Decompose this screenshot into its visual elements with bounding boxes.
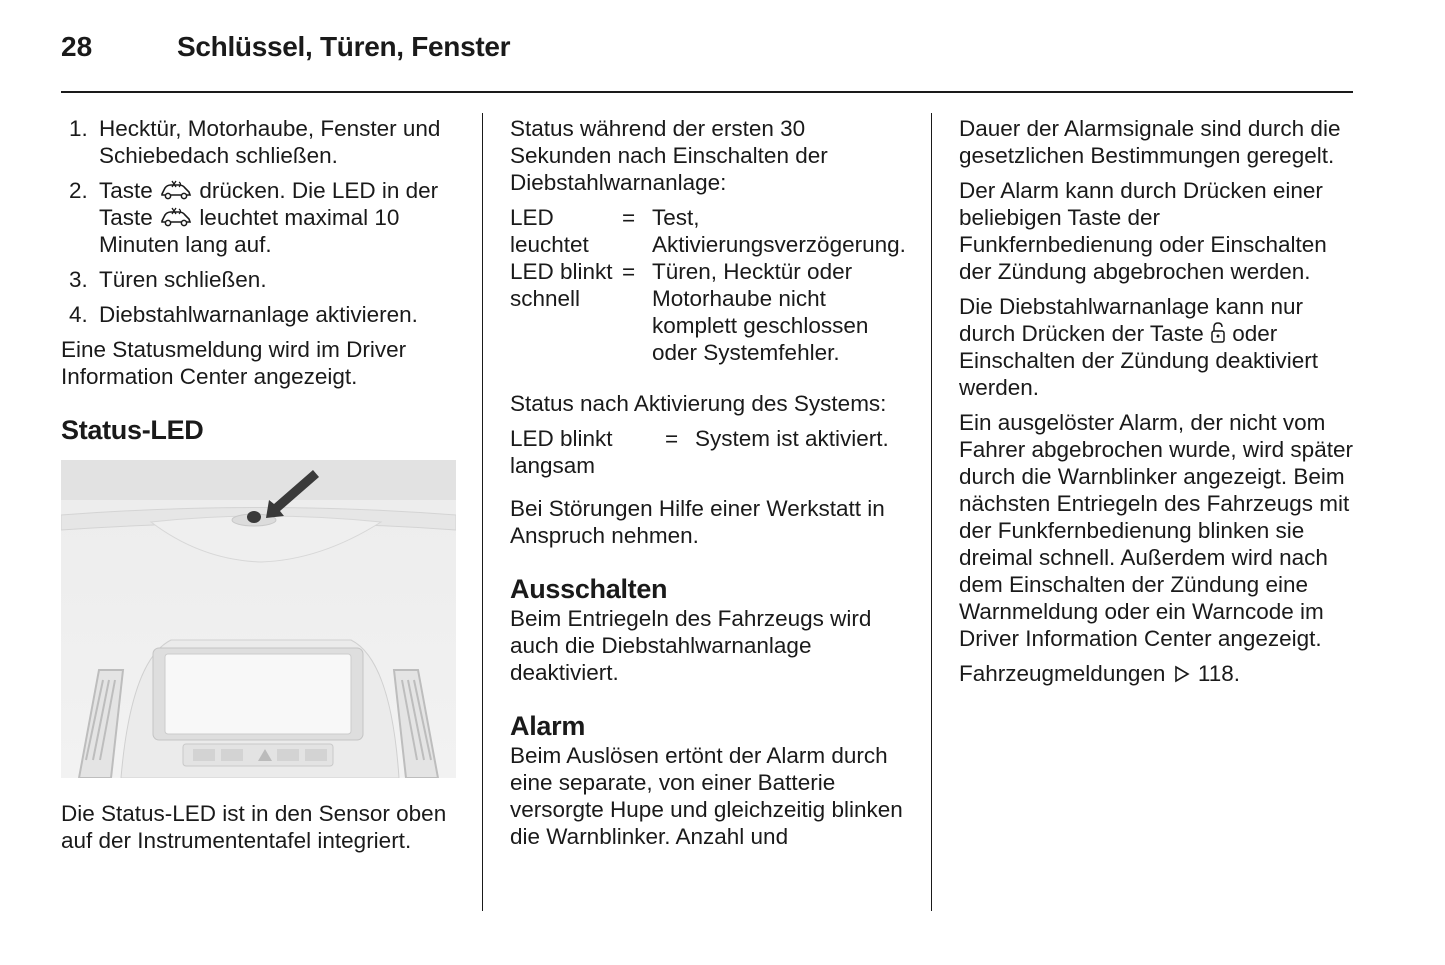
page-number: 28 bbox=[61, 31, 93, 62]
step-item bbox=[61, 266, 461, 293]
alarm-duration-text: Dauer der Alarmsignale sind durch die gesetzlichen Bestimmungen geregelt. bbox=[959, 116, 1341, 168]
definition-desc: Türen, Hecktür oder Motorhaube nicht komplett geschlossen oder Systemfehler. bbox=[652, 259, 869, 365]
unlock-icon bbox=[1210, 321, 1226, 345]
step-text: Diebstahlwarnanlage aktivieren. bbox=[99, 302, 418, 327]
status-definition-row bbox=[510, 204, 910, 258]
triggered-alarm-text: Ein ausgelöster Alarm, der nicht vom Fahrer abgebrochen wurde, wird später durch die Warnblinker angezeigt. Beim nächsten Entriegeln des Fahrzeugs mit der Funkfernbedienung blinken sie dreimal schnell. Außerdem wird nach dem Einschalten der Zündung eine Warnmeldung oder ein Warncode im Driver Information Center angezeigt. bbox=[959, 410, 1353, 651]
definition-equals: = bbox=[665, 426, 679, 451]
step-text: Taste bbox=[99, 178, 153, 203]
status-message-text: Eine Statusmeldung wird im Driver Information Center angezeigt. bbox=[61, 337, 407, 389]
dashboard-illustration bbox=[61, 460, 456, 778]
step-number: 3. bbox=[69, 267, 88, 292]
reference-page: 118. bbox=[1197, 661, 1241, 686]
definition-desc: System ist aktiviert. bbox=[695, 426, 889, 451]
step-text: drücken. Die LED in der bbox=[199, 178, 439, 203]
deactivate-text-part: Die Diebstahlwarnanlage kann nur durch Drücken der Taste bbox=[959, 294, 1303, 346]
definition-term: LED blinkt langsam bbox=[510, 426, 613, 478]
deactivate-text bbox=[959, 293, 1359, 401]
status-activated-intro: Status nach Aktivierung des Systems: bbox=[510, 391, 887, 416]
steps-list bbox=[61, 115, 461, 328]
header-rule bbox=[61, 91, 1353, 93]
step-text: Hecktür, Motorhaube, Fenster und Schiebedach schließen. bbox=[99, 116, 441, 168]
car-alarm-icon bbox=[159, 206, 193, 228]
figure-caption: Die Status-LED ist in den Sensor oben auf der Instrumententafel integriert. bbox=[61, 801, 447, 853]
deactivate-text-part: oder Einschalten der Zündung deaktiviert werden. bbox=[959, 321, 1318, 400]
status-definition-row bbox=[510, 425, 910, 479]
step-number: 2. bbox=[69, 178, 88, 203]
step-item bbox=[61, 177, 461, 258]
vehicle-messages-reference bbox=[959, 660, 1359, 687]
column-1 bbox=[61, 115, 461, 862]
heading-ausschalten: Ausschalten bbox=[510, 574, 668, 604]
column-3 bbox=[959, 115, 1359, 695]
step-text: Taste bbox=[99, 205, 153, 230]
column-2 bbox=[510, 115, 910, 858]
definition-term: LED blinkt schnell bbox=[510, 259, 613, 311]
reference-label: Fahrzeugmeldungen bbox=[959, 661, 1166, 686]
fault-text: Bei Störungen Hilfe einer Werkstatt in Anspruch nehmen. bbox=[510, 496, 885, 548]
step-item bbox=[61, 115, 461, 169]
step-text: leuchtet maximal 10 Minuten lang auf. bbox=[99, 205, 400, 257]
heading-status-led: Status-LED bbox=[61, 415, 204, 445]
alarm-cancel-text: Der Alarm kann durch Drücken einer beliebigen Taste der Funkfernbedienung oder Einschalten der Zündung abgebrochen werden. bbox=[959, 178, 1327, 284]
reference-arrow-icon bbox=[1174, 662, 1190, 680]
column-divider-2 bbox=[931, 113, 932, 911]
step-text: Türen schließen. bbox=[99, 267, 267, 292]
definition-desc: Test, Aktivierungsverzögerung. bbox=[652, 205, 906, 257]
step-item bbox=[61, 301, 461, 328]
step-number: 4. bbox=[69, 302, 88, 327]
status-first-30s-intro: Status während der ersten 30 Sekunden nach Einschalten der Diebstahlwarnanlage: bbox=[510, 116, 828, 195]
definition-equals: = bbox=[622, 259, 636, 284]
definition-equals: = bbox=[622, 205, 636, 230]
car-alarm-icon bbox=[159, 179, 193, 201]
heading-alarm: Alarm bbox=[510, 711, 586, 741]
page-title: Schlüssel, Türen, Fenster bbox=[177, 31, 511, 62]
step-number: 1. bbox=[69, 116, 88, 141]
column-divider-1 bbox=[482, 113, 483, 911]
status-definition-row bbox=[510, 258, 910, 366]
definition-term: LED leuchtet bbox=[510, 205, 589, 257]
alarm-text: Beim Auslösen ertönt der Alarm durch eine separate, von einer Batterie versorgte Hupe und gleichzeitig blinken die Warnblinker. Anzahl und bbox=[510, 743, 903, 849]
ausschalten-text: Beim Entriegeln des Fahrzeugs wird auch die Diebstahlwarnanlage deaktiviert. bbox=[510, 606, 872, 685]
